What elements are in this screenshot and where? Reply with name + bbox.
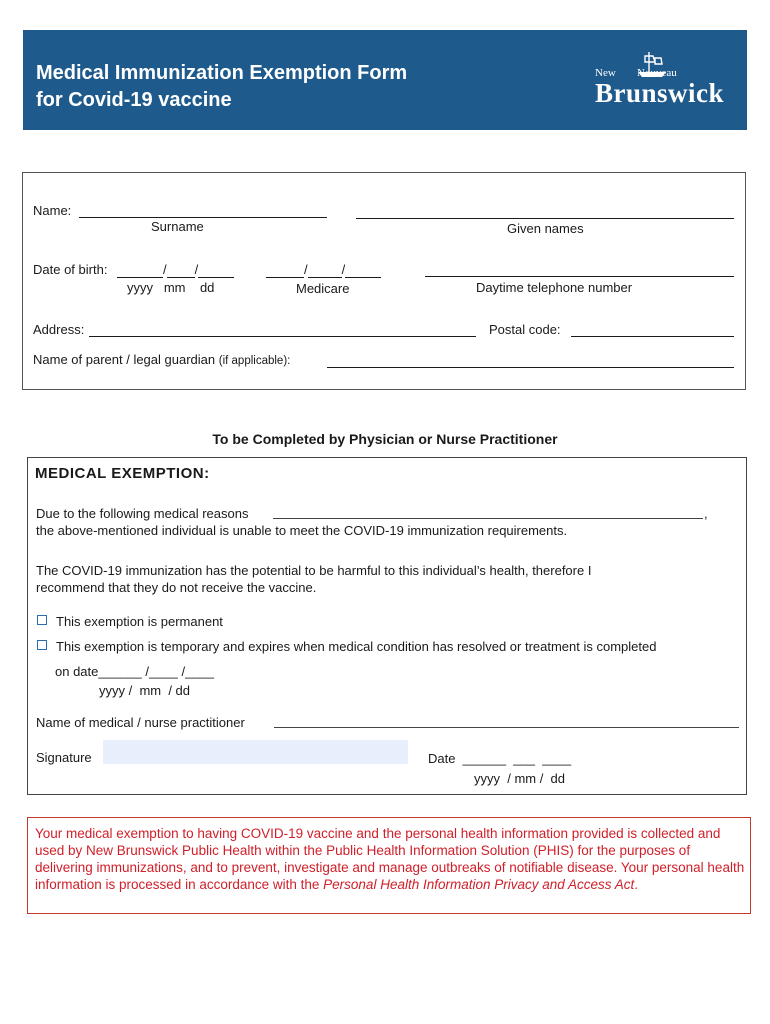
postal-code-label: Postal code: xyxy=(489,322,561,337)
dob-field[interactable]: / / xyxy=(117,262,234,278)
address-field[interactable] xyxy=(89,336,476,337)
phone-field[interactable] xyxy=(425,276,734,277)
guardian-note: (if applicable): xyxy=(218,355,291,367)
name-label: Name: xyxy=(33,203,72,218)
new-brunswick-logo xyxy=(595,50,725,114)
logo-new-text: New xyxy=(595,67,616,79)
reasons-comma: , xyxy=(704,506,708,521)
phone-caption: Daytime telephone number xyxy=(476,280,633,295)
dob-caption: yyyy mm dd xyxy=(127,280,215,295)
privacy-notice-text xyxy=(35,825,745,893)
form-header xyxy=(23,30,747,130)
given-names-caption: Given names xyxy=(507,221,584,236)
date-field[interactable]: Date ______ ___ ____ xyxy=(428,751,572,766)
dob-label: Date of birth: xyxy=(33,262,108,277)
guardian-label-text: Name of parent / legal guardian xyxy=(33,352,216,367)
form-title-line1: Medical Immunization Exemption Form xyxy=(36,62,408,84)
practitioner-label: Name of medical / nurse practitioner xyxy=(36,715,245,730)
on-date-field[interactable]: on date______ /____ /____ xyxy=(55,664,215,679)
address-label: Address: xyxy=(33,322,85,337)
unable-statement: the above-mentioned individual is unable to meet the COVID-19 immunization requirements. xyxy=(36,523,568,538)
notice-end: . xyxy=(634,877,639,892)
practitioner-name-field[interactable] xyxy=(274,727,739,728)
guardian-field[interactable] xyxy=(327,367,734,368)
logo-nouveau-text: Nouveau xyxy=(637,67,677,79)
medical-exemption-title: MEDICAL EXEMPTION: xyxy=(35,465,210,482)
guardian-label xyxy=(33,352,290,367)
surname-field[interactable] xyxy=(79,217,327,218)
reasons-field[interactable] xyxy=(273,518,703,519)
permanent-checkbox[interactable] xyxy=(37,615,47,625)
harm-statement-line1: The COVID-19 immunization has the potential to be harmful to this individual’s health, therefore I xyxy=(36,563,592,578)
notice-main-text: Your medical exemption to having COVID-19 vaccine and the personal health information provided is collected and used by New Brunswick Public Health within the Public Health Information Solution (PHIS) for the purposes of delivering immunizations, and to prevent, investigate and manage outbreaks of notifiable disease. Your personal health information is processed in accordance with the xyxy=(35,826,745,892)
section-heading: To be Completed by Physician or Nurse Practitioner xyxy=(212,431,558,447)
logo-brunswick-text: Brunswick xyxy=(595,78,725,108)
medicare-field[interactable]: / / xyxy=(266,262,381,278)
surname-caption: Surname xyxy=(151,219,204,234)
form-title xyxy=(36,60,407,114)
privacy-notice xyxy=(27,817,751,914)
temporary-checkbox[interactable] xyxy=(37,640,47,650)
notice-act-name: Personal Health Information Privacy and Access Act xyxy=(323,877,635,892)
medicare-caption: Medicare xyxy=(296,281,350,296)
temporary-option-label: This exemption is temporary and expires when medical condition has resolved or treatment is completed xyxy=(56,639,657,654)
postal-code-field[interactable] xyxy=(571,336,734,337)
reasons-label: Due to the following medical reasons xyxy=(36,506,249,521)
form-title-line2: for Covid-19 vaccine xyxy=(36,89,232,111)
on-date-caption: yyyy / mm / dd xyxy=(99,683,191,698)
permanent-option-label: This exemption is permanent xyxy=(56,614,223,629)
signature-field[interactable] xyxy=(103,740,408,764)
harm-statement-line2: recommend that they do not receive the vaccine. xyxy=(36,580,317,595)
given-names-field[interactable] xyxy=(356,218,734,219)
signature-label: Signature xyxy=(36,750,92,765)
date-caption: yyyy / mm / dd xyxy=(474,771,566,786)
